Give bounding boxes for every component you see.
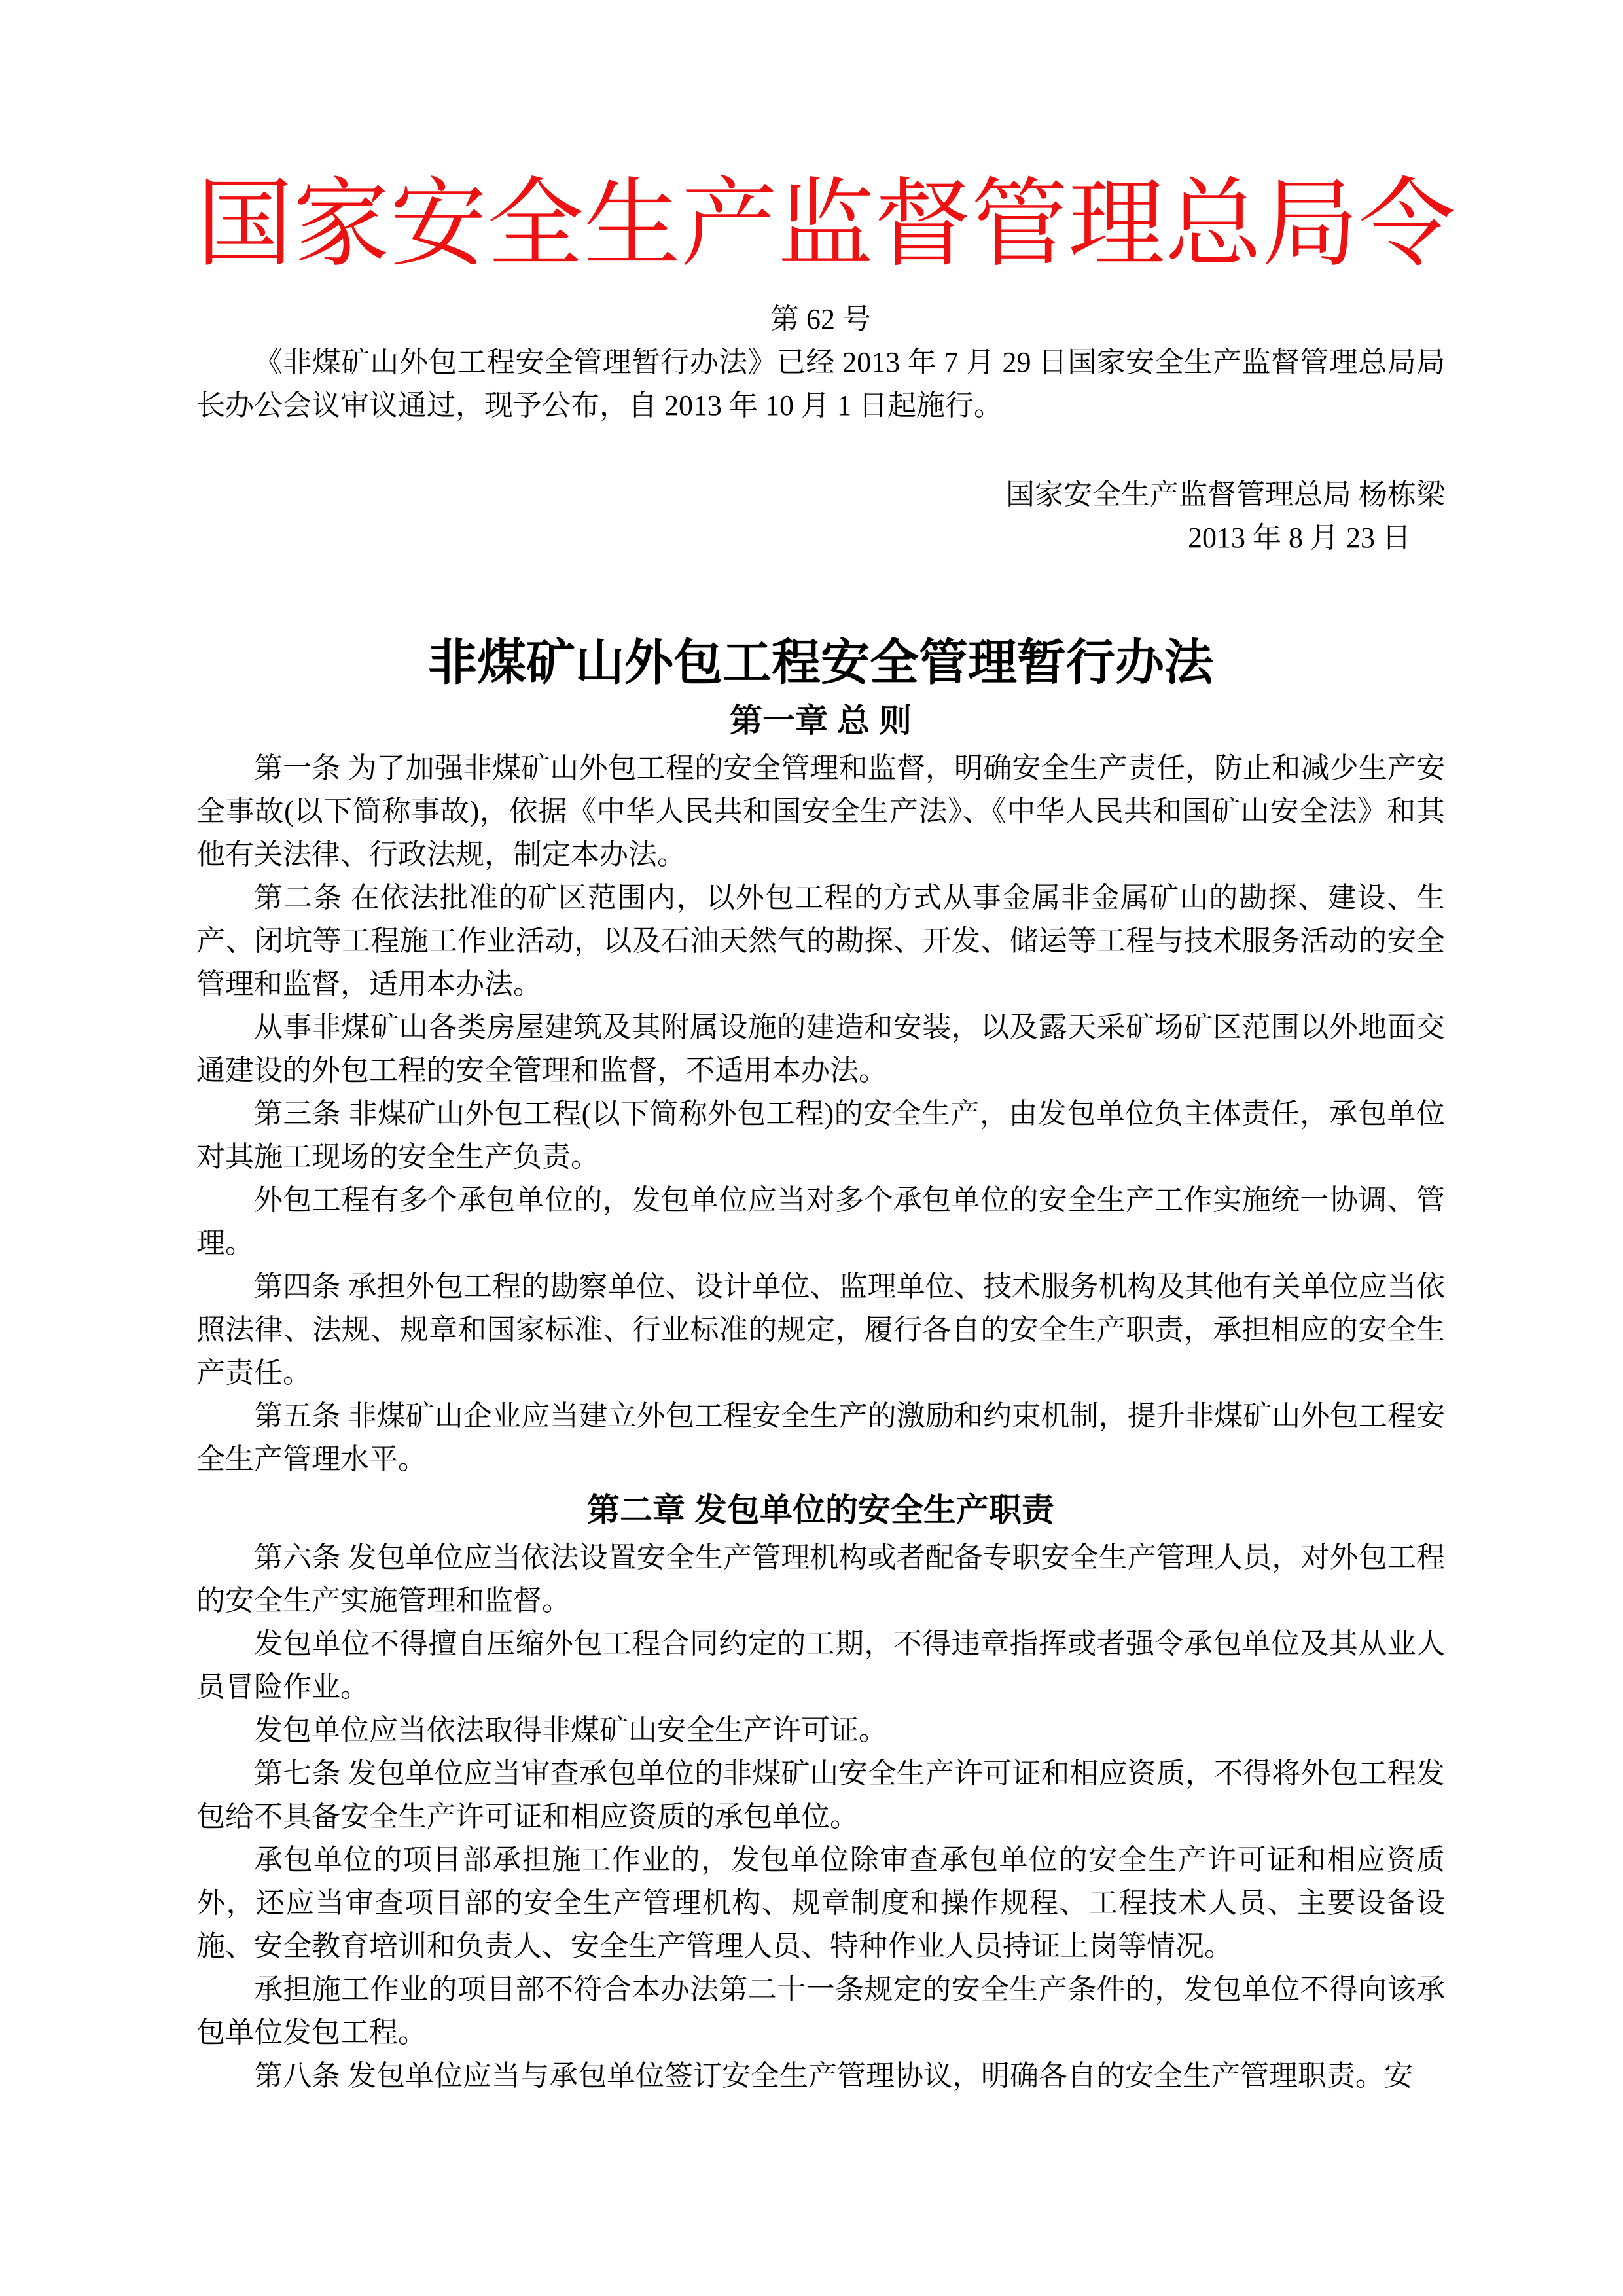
article-7-paragraph: 第七条 发包单位应当审查承包单位的非煤矿山安全生产许可证和相应资质，不得将外包工程发包给不具备安全生产许可证和相应资质的承包单位。 (196, 1757, 1445, 1833)
agency-order-title: 国家安全生产监督管理总局令 (196, 171, 1455, 279)
announcement-paragraph: 《非煤矿山外包工程安全管理暂行办法》已经 2013 年 7 月 29 日国家安全生产监督管理总局局长办公会议审议通过，现予公布，自 2013 年 10 月 1 日起施行。 (196, 346, 1445, 422)
chapter-2-heading: 第二章 发包单位的安全生产职责 (587, 1492, 1054, 1528)
chapter-1-heading: 第一章 总 则 (730, 702, 912, 739)
article-6-paragraph-3: 发包单位应当依法取得非煤矿山安全生产许可证。 (254, 1714, 887, 1746)
signature-date: 2013 年 8 月 23 日 (1188, 522, 1411, 554)
regulation-title: 非煤矿山外包工程安全管理暂行办法 (427, 635, 1213, 690)
article-6-paragraph-2: 发包单位不得擅自压缩外包工程合同约定的工期，不得违章指挥或者强令承包单位及其从业人员冒险作业。 (196, 1628, 1445, 1703)
article-1-paragraph: 第一条 为了加强非煤矿山外包工程的安全管理和监督，明确安全生产责任，防止和减少生产安全事故(以下简称事故)，依据《中华人民共和国安全生产法》、《中华人民共和国矿山安全法》和其他有关法律、行政法规，制定本办法。 (196, 752, 1445, 870)
article-6-paragraph: 第六条 发包单位应当依法设置安全生产管理机构或者配备专职安全生产管理人员，对外包工程的安全生产实施管理和监督。 (196, 1541, 1445, 1617)
article-8-paragraph: 第八条 发包单位应当与承包单位签订安全生产管理协议，明确各自的安全生产管理职责。安 (254, 2060, 1413, 2092)
article-7-paragraph-3: 承担施工作业的项目部不符合本办法第二十一条规定的安全生产条件的，发包单位不得向该承包单位发包工程。 (196, 1973, 1445, 2049)
order-number: 第 62 号 (770, 303, 871, 335)
article-5-paragraph: 第五条 非煤矿山企业应当建立外包工程安全生产的激励和约束机制，提升非煤矿山外包工程安全生产管理水平。 (196, 1400, 1445, 1475)
article-2-paragraph: 第二条 在依法批准的矿区范围内，以外包工程的方式从事金属非金属矿山的勘探、建设、生产、闭坑等工程施工作业活动，以及石油天然气的勘探、开发、储运等工程与技术服务活动的安全管理和监督，适用本办法。 (196, 882, 1445, 1000)
article-2-paragraph-2: 从事非煤矿山各类房屋建筑及其附属设施的建造和安装，以及露天采矿场矿区范围以外地面交通建设的外包工程的安全管理和监督，不适用本办法。 (196, 1011, 1445, 1086)
article-3-paragraph-2: 外包工程有多个承包单位的，发包单位应当对多个承包单位的安全生产工作实施统一协调、管理。 (196, 1184, 1445, 1259)
signature-line: 国家安全生产监督管理总局 杨栋梁 (1006, 478, 1445, 511)
article-3-paragraph: 第三条 非煤矿山外包工程(以下简称外包工程)的安全生产，由发包单位负主体责任，承包单位对其施工现场的安全生产负责。 (196, 1098, 1445, 1173)
article-4-paragraph: 第四条 承担外包工程的勘察单位、设计单位、监理单位、技术服务机构及其他有关单位应当依照法律、法规、规章和国家标准、行业标准的规定，履行各自的安全生产职责，承担相应的安全生产责任。 (196, 1270, 1445, 1389)
article-7-paragraph-2: 承包单位的项目部承担施工作业的，发包单位除审查承包单位的安全生产许可证和相应资质外，还应当审查项目部的安全生产管理机构、规章制度和操作规程、工程技术人员、主要设备设施、安全教育培训和负责人、安全生产管理人员、特种作业人员持证上岗等情况。 (196, 1844, 1445, 1962)
